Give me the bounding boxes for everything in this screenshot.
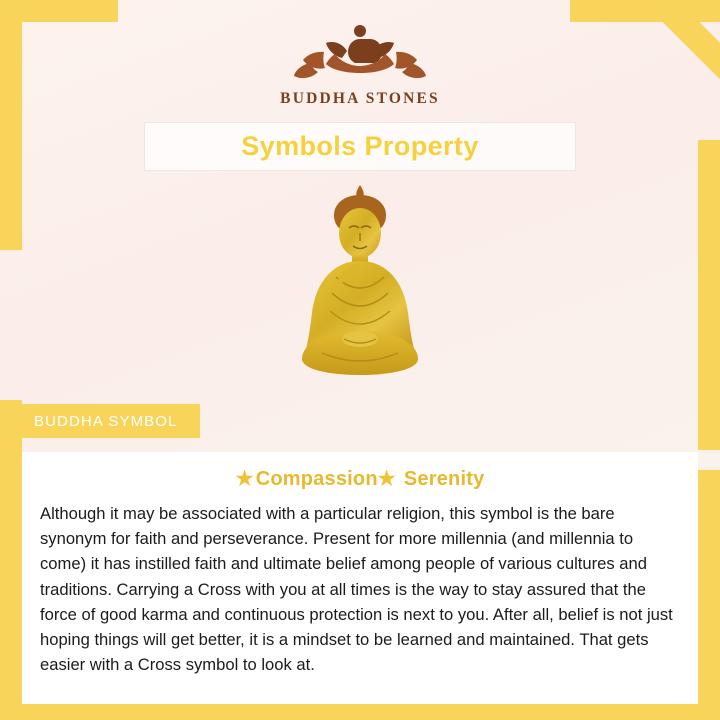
virtue-one: Compassion	[255, 468, 378, 490]
star-icon-two: ★	[377, 468, 396, 490]
star-icon-one: ★	[235, 468, 254, 490]
brand-name: BUDDHA STONES	[280, 90, 440, 107]
hero-image	[0, 181, 720, 413]
page-title: Symbols Property	[241, 131, 479, 161]
virtue-two: Serenity	[403, 468, 485, 490]
lotus-meditation-icon	[280, 18, 440, 86]
virtues-heading	[40, 466, 680, 491]
description-text: Although it may be associated with a particular religion, this symbol is the bare synonym for faith and perseverance. Present for more millennia (and millennia to come) it has instilled faith and ultimate belief among people of various cultures and traditions. Carrying a Cross with you at all times is the way to stay assured that the force of good karma and continuous protection is next to you. After all, belief is not just hoping things will get better, it is a mindset to be learned and maintained. That gets easier with a Cross symbol to look at.	[40, 504, 673, 675]
symbol-tag: BUDDHA SYMBOL	[0, 404, 200, 438]
brand-header	[0, 0, 720, 108]
symbol-tag-row	[0, 404, 720, 438]
seated-buddha-illustration	[260, 181, 460, 411]
page-title-band	[144, 122, 576, 171]
description-panel	[22, 452, 698, 704]
